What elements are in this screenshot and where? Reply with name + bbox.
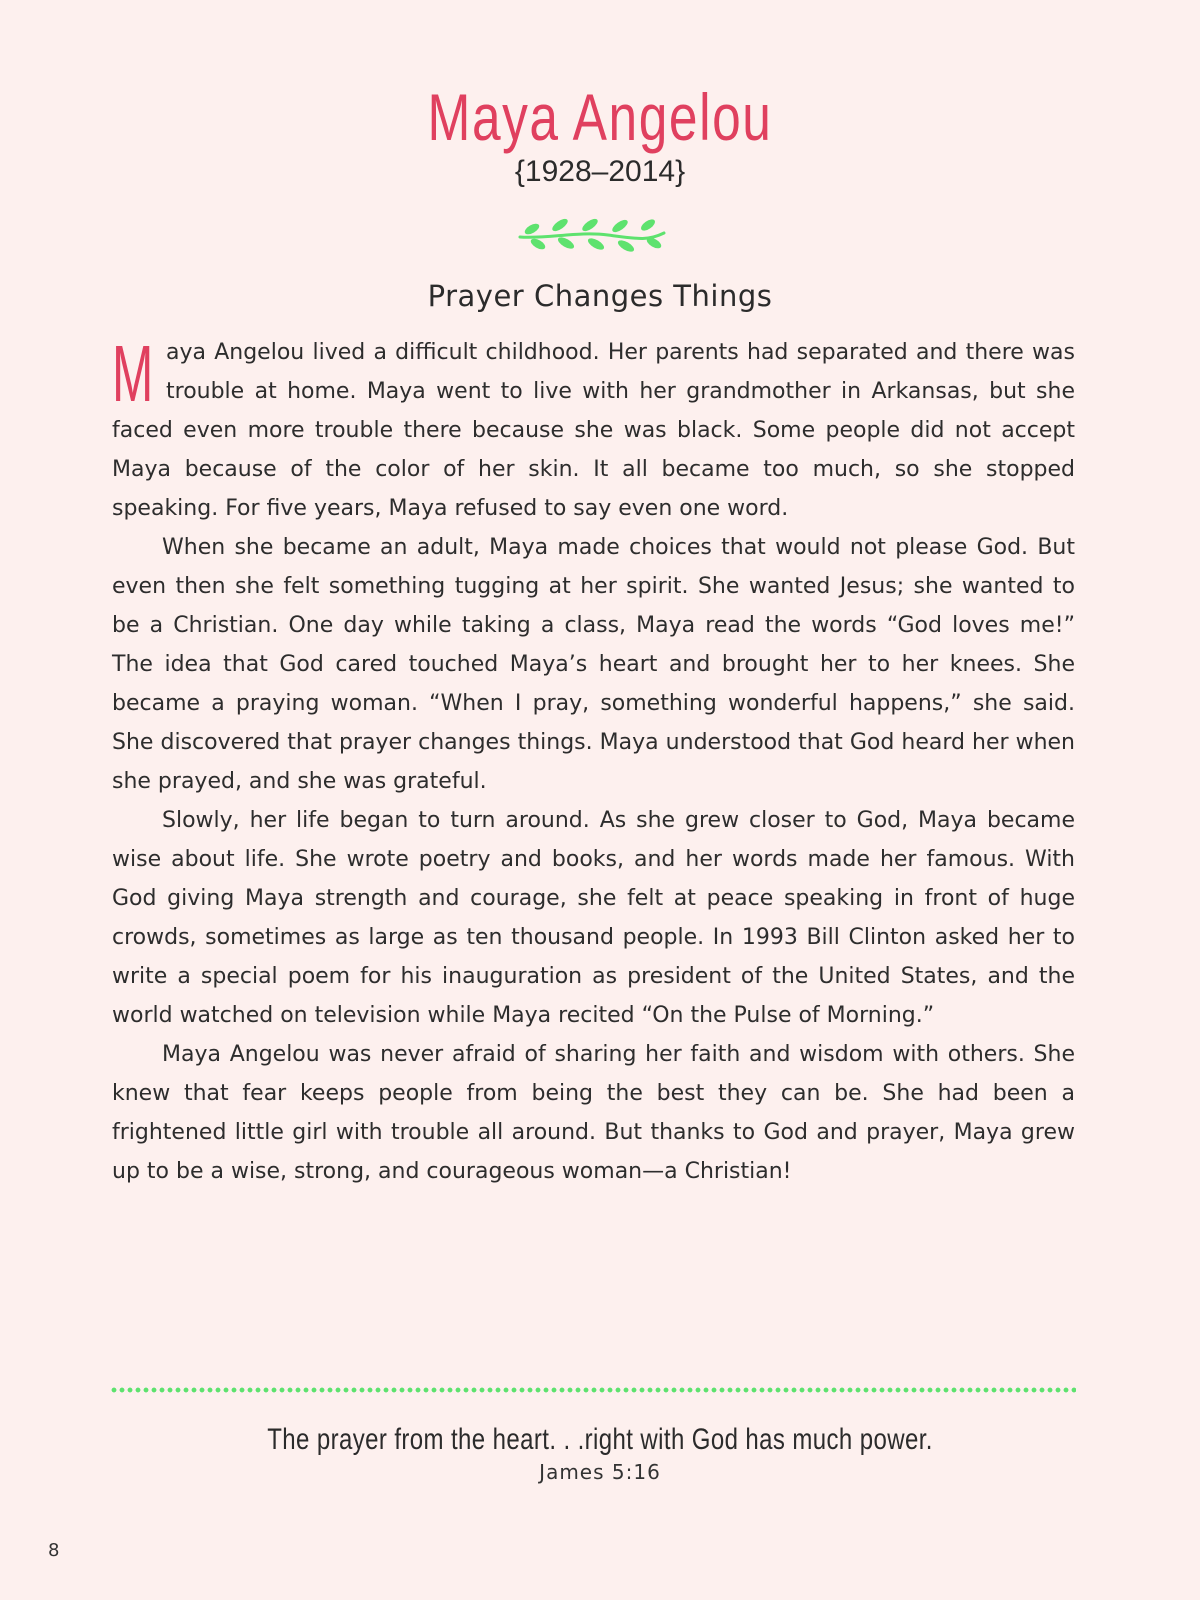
page-number: 8 bbox=[48, 1540, 60, 1561]
paragraph-1-text: aya Angelou lived a difficult childhood. Her parents had separated and there was trouble at home. Maya went to live with her grandmother in Arkansas, but she faced even more trouble there because she was black. Some people did not accept Maya because of the color of her skin. It all became too much, so she stopped speaking. For five years, Maya refused to say even one word. bbox=[112, 340, 1075, 521]
paragraph-3: Slowly, her life began to turn around. As she grew closer to God, Maya became wise about life. She wrote poetry and books, and her words made her famous. With God giving Maya strength and courage, she felt at peace speaking in front of huge crowds, sometimes as large as ten thousand people. In 1993 Bill Clinton asked her to write a special poem for his inauguration as president of the United States, and the world watched on television while Maya recited “On the Pulse of Morning.” bbox=[112, 808, 1075, 1028]
page-header bbox=[0, 78, 1200, 190]
paragraph-2: When she became an adult, Maya made choices that would not please God. But even then she felt something tugging at her spirit. She wanted Jesus; she wanted to be a Christian. One day while taking a class, Maya read the words “God loves me!” The idea that God cared touched Maya’s heart and brought her to her knees. She became a praying woman. “When I pray, something wonderful happens,” she said. She discovered that prayer changes things. Maya understood that God heard her when she prayed, and she was grateful. bbox=[112, 535, 1075, 794]
paragraph-4: Maya Angelou was never afraid of sharing her faith and wisdom with others. She knew that fear keeps people from being the best they can be. She had been a frightened little girl with trouble all around. But thanks to God and prayer, Maya grew up to be a wise, strong, and courageous woman—a Christian! bbox=[112, 1042, 1075, 1184]
dotted-divider bbox=[110, 1387, 1076, 1393]
life-years: {1928–2014} bbox=[514, 155, 686, 188]
scripture-quote bbox=[0, 1422, 1200, 1484]
vine-ornament-icon bbox=[518, 215, 668, 255]
article-title: Prayer Changes Things bbox=[427, 279, 773, 313]
verse-text: The prayer from the heart. . .right with God has much power. bbox=[267, 1423, 933, 1456]
verse-reference: James 5:16 bbox=[539, 1460, 661, 1484]
page-title: Maya Angelou bbox=[427, 80, 773, 154]
drop-cap: M bbox=[112, 329, 154, 418]
paragraph-1 bbox=[112, 329, 1075, 528]
article-body bbox=[112, 329, 1075, 1191]
